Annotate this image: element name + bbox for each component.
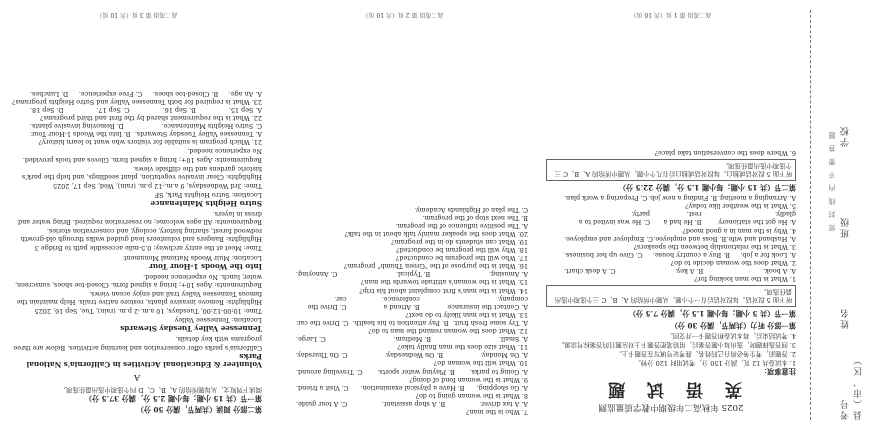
option: A. Look for a job. [740, 250, 796, 259]
question-14: 14. What is the man's first complaint about his trip? [359, 286, 528, 295]
notice-item: 3. 回答选择题时，选出每小题答案后，用铅笔把答题卡上对应题目的答案标号涂黑。 [557, 340, 796, 349]
question-7-options [278, 400, 528, 408]
option: C. Annoying. [296, 270, 338, 279]
question-21: 21. Which program is suitable for visitors who want to learn history? [38, 138, 262, 147]
option: B. Pay attention to his health. [352, 318, 449, 327]
option: D. Removing invasive plants. [30, 122, 124, 131]
listening-section2-instructions: 听下面 5 段对话或独白。每段对话或独白后有几个小题，从题中所给的 A、B、C 三个选项中选出最佳选项。 [546, 159, 796, 181]
option: A. Go shopping. [476, 383, 528, 392]
option: C. Preparing a work plan. [564, 194, 648, 203]
option: B. Finding a new job. [648, 194, 718, 203]
notice-item: 1. 本试卷共 12 页，满分 150 分，考试用时 120 分钟。 [634, 358, 796, 367]
option: A. On Monday. [480, 351, 528, 360]
option: B. He had a rest. [663, 210, 702, 227]
question-13: 13. What is the man likely to do next? [405, 310, 528, 319]
program1-location: Location: Tennessee Valley [174, 316, 262, 325]
page-footer: 高二英语 第 3 页（共 10 页） [96, 11, 178, 19]
program1-title: Tennessee Valley Tuesday Stewards [120, 324, 262, 334]
program2-requirements: Requirements: All ages welcome; no reservation required. Bring water and dress in layers. [18, 210, 262, 227]
binding-field-class: 班级 [841, 216, 851, 239]
option: C. Traveling around. [296, 367, 363, 376]
program3-location: Location: Sutro Heights Park, SF [154, 190, 262, 199]
option: B. A key. [675, 267, 704, 276]
reading-instructions: 阅读下列短文，从每题所给的 A、B、C、D 四个选项中选出最佳选项。 [59, 385, 262, 394]
passage-letter: A [133, 371, 141, 382]
option: B. Typical. [396, 270, 431, 279]
option: C. Free experience. [78, 89, 143, 98]
question-4-options [546, 210, 796, 226]
option: C. A desk chart. [564, 267, 616, 276]
program3-time: Time: 3rd Wednesdays, 9 a.m.-12 p.m. (rain), Wed, Sep 17, 2025 [53, 181, 262, 190]
option: A. Tennessee Valley Tuesday Stewards. [134, 130, 262, 139]
program1-requirements: Requirements: Ages 10+; bring a signed form. Closed-toe shoes, sunscreen, water, lunch. No experience needed. [14, 272, 262, 289]
question-4: 4. Why is the man in a good mood? [682, 226, 796, 235]
option: C. Drive the car. [307, 294, 347, 311]
question-10: 10. What will the woman do? [433, 359, 528, 368]
option: A. Sep 15. [228, 106, 262, 114]
binding-field-exam-number: 考号 [841, 398, 851, 420]
part1-heading: 第一部分 听力（共两节，满分 30 分） [670, 320, 796, 330]
option: D. Sep 18. [30, 106, 64, 114]
question-8-options [278, 384, 528, 392]
option: A. Husband and wife. [726, 234, 796, 243]
binding-strip [810, 10, 870, 420]
option: B. Medium. [393, 335, 432, 344]
option: A. Small. [498, 335, 528, 344]
question-2-options [546, 251, 796, 259]
option: C. Drive the car. [296, 318, 349, 327]
question-15-options [278, 270, 528, 278]
passage-intro: California's parks offer conservation and learning activities. Below are three programs with key details. [13, 335, 262, 352]
panel-page-3 [6, 8, 268, 422]
listening-section2-heading: 第二节（共 15 小题；每小题 1.5 分，满分 22.5 分） [618, 183, 796, 193]
option: C. A tour guide. [296, 399, 348, 408]
page-footer: 高二英语 第 1 页（共 10 页） [630, 11, 712, 19]
option: C. Give up her business. [564, 250, 643, 259]
binding-field-county: 县（市、区） [854, 354, 864, 420]
question-6: 6. Where does the conversation take place? [654, 148, 796, 157]
option: B. Attend a conference. [381, 294, 420, 311]
option: A. He got the stationery gladly. [718, 210, 796, 227]
question-5-options [546, 194, 796, 202]
notice-title: 注意事项： [760, 367, 796, 376]
question-22-options [12, 106, 262, 114]
option: B. Boss and employee. [653, 234, 727, 243]
option: A. Arranging a meeting. [717, 194, 796, 203]
program2-title: Into the Woods 1-Hour Tour [149, 261, 262, 271]
option: B. Playing water sports. [377, 367, 455, 376]
option: C. Sep 17. [96, 106, 130, 114]
option: B. Have a physical examination. [360, 383, 465, 392]
notice-item: 2. 答题前，考生务必将自己的姓名、准考证号填写在答题卡上。 [615, 349, 796, 358]
question-2: 2. What does the woman decide to do? [670, 258, 796, 267]
question-12-options [278, 319, 528, 327]
program2-time: Time: Meet at the entry archway; 0.5-mile accessible path to Bridge 3 [34, 244, 262, 253]
program2-location: Location: Muir Woods National Monument [123, 253, 262, 262]
binding-fields [839, 30, 865, 420]
option: A. A tax driver. [479, 399, 528, 408]
question-10-options [278, 351, 528, 359]
program3-highlights: Highlights: Clear invasive vegetation, plant seedlings, and help the park's historic gardens and the cliffside views. [21, 164, 262, 181]
program3-title: Sutro Heights Maintenance [150, 199, 262, 209]
binding-field-school: 学校 [841, 125, 851, 148]
question-16: 16. What is the purpose of the "Green Thumb" program? [343, 262, 528, 271]
question-1: 1. What is the man looking for? [694, 275, 796, 284]
page-footer: 高二英语 第 2 页（共 10 页） [362, 11, 444, 19]
listening-section1-heading: 第一节（共 5 小题；每小题 1.5 分，满分 7.5 分） [628, 309, 796, 319]
question-12: 12. What does the woman remind the man to do? [368, 327, 528, 336]
question-3-options [546, 235, 796, 243]
question-20-options [278, 206, 528, 230]
question-21-options [12, 130, 262, 138]
question-3: 3. What is the relationship between the speakers? [633, 242, 796, 251]
option: A. A book. [762, 267, 796, 276]
program3-requirements: Requirements: Ages 10+; bring a signed form. Gloves and tools provided. No experience needed. [22, 147, 262, 164]
binding-note: 密 封 线 内 不 要 答 题 [828, 130, 836, 232]
option: A. Try some fresh fruit. [452, 318, 528, 327]
question-21-options-2 [12, 122, 262, 130]
notice-item: 4. 考试结束后，将本试卷和答题卡一并交回。 [666, 331, 796, 340]
option: A. An age. [228, 89, 262, 98]
option: C. The plan of Highlands Academy. [414, 205, 528, 214]
option: C. Employer and employee. [564, 234, 654, 243]
question-1-options [546, 267, 796, 275]
part2-heading: 第二部分 阅读（共两节，满分 50 分） [136, 405, 262, 414]
question-11: 11. What size does the man finally take? [397, 343, 528, 352]
option: B. Buy a country house. [652, 250, 731, 259]
option: C. Large. [296, 335, 326, 344]
question-7: 7. Who is the man? [466, 408, 528, 416]
question-19: 19. What can students do in the program? [391, 238, 528, 247]
option: B. Sep 16. [162, 106, 196, 114]
question-13-options [278, 295, 528, 311]
option: D. Lunches. [30, 89, 69, 98]
panel-page-2 [272, 8, 534, 422]
option: B. A shop assistant. [381, 399, 446, 408]
question-11-options [278, 335, 528, 343]
question-23-options [12, 90, 262, 98]
exam-title: 2025 年秋高二年级期中教学质量监测 [598, 402, 744, 412]
option: C. Sutro Heights Maintenance. [161, 122, 262, 131]
option: B. The next stop of the program. [422, 213, 528, 222]
option: C. On Thursday. [296, 351, 348, 360]
question-5: 5. What is the weather like today? [685, 202, 796, 211]
question-23: 23. What is required for both Tennessee Valley and Sutro Heights programs? [12, 97, 262, 106]
option: A. Contact the insurance company. [447, 294, 528, 311]
option: B. Closed-toe shoes. [152, 89, 219, 98]
listening-section1-instructions: 听下面 5 段对话。每段对话后有一个小题，从题中所给的 A、B、C 三个选项中选出最佳选项。 [546, 285, 796, 307]
option: C. Visit a friend. [296, 383, 349, 392]
question-20: 20. What does the speaker mainly talk about in the talk? [344, 229, 528, 238]
notice-list [546, 332, 796, 367]
panel-page-1 [540, 8, 802, 422]
subject-title: 英 语 试 题 [600, 379, 742, 399]
option: B. On Wednesday. [385, 351, 444, 360]
question-9: 9. What is the woman fond of doing? [409, 375, 528, 384]
option: A. Going to parks. [469, 367, 528, 376]
program1-highlights: Highlights: Remove invasive plants, restore native trails. Help maintain the famous Tennessee Valley trail and enjoy ocean views. [16, 289, 262, 307]
question-15: 15. What is the woman's attitude towards the man? [360, 278, 528, 287]
option: C. He was invited to a party. [578, 210, 650, 227]
reading-section1-heading: 第一节（共 15 小题；每小题 2.5 分，满分 37.5 分） [84, 393, 262, 403]
passage-title: Volunteer & Educational Activities in California's National Parks [26, 351, 262, 369]
question-18: 18. Why will the program be conducted? [396, 246, 528, 255]
question-17: 17. Who will the program be conducted? [395, 254, 528, 263]
option: B. Into the Woods 1-Hour Tour. [30, 130, 131, 139]
program2-highlights: Highlights: Rangers and volunteers lead guided walks through old-growth redwood forest, sharing history, ecology, and conservation stories. [20, 227, 262, 244]
question-8: 8. What is the woman going to do? [415, 391, 528, 400]
question-22: 22. What is the requirement shared by the first and third programs? [40, 114, 262, 123]
binding-field-name: 姓名 [841, 307, 851, 330]
option: A. The positive influence of the program. [395, 221, 528, 230]
program1-time: Time: 10:00-12:00, Tuesdays, 10 a.m.-2 p.m. (rain), Tue, Sep 16, 2025 [34, 307, 262, 316]
question-9-options [278, 367, 528, 375]
option: A. Amusing. [488, 270, 528, 279]
